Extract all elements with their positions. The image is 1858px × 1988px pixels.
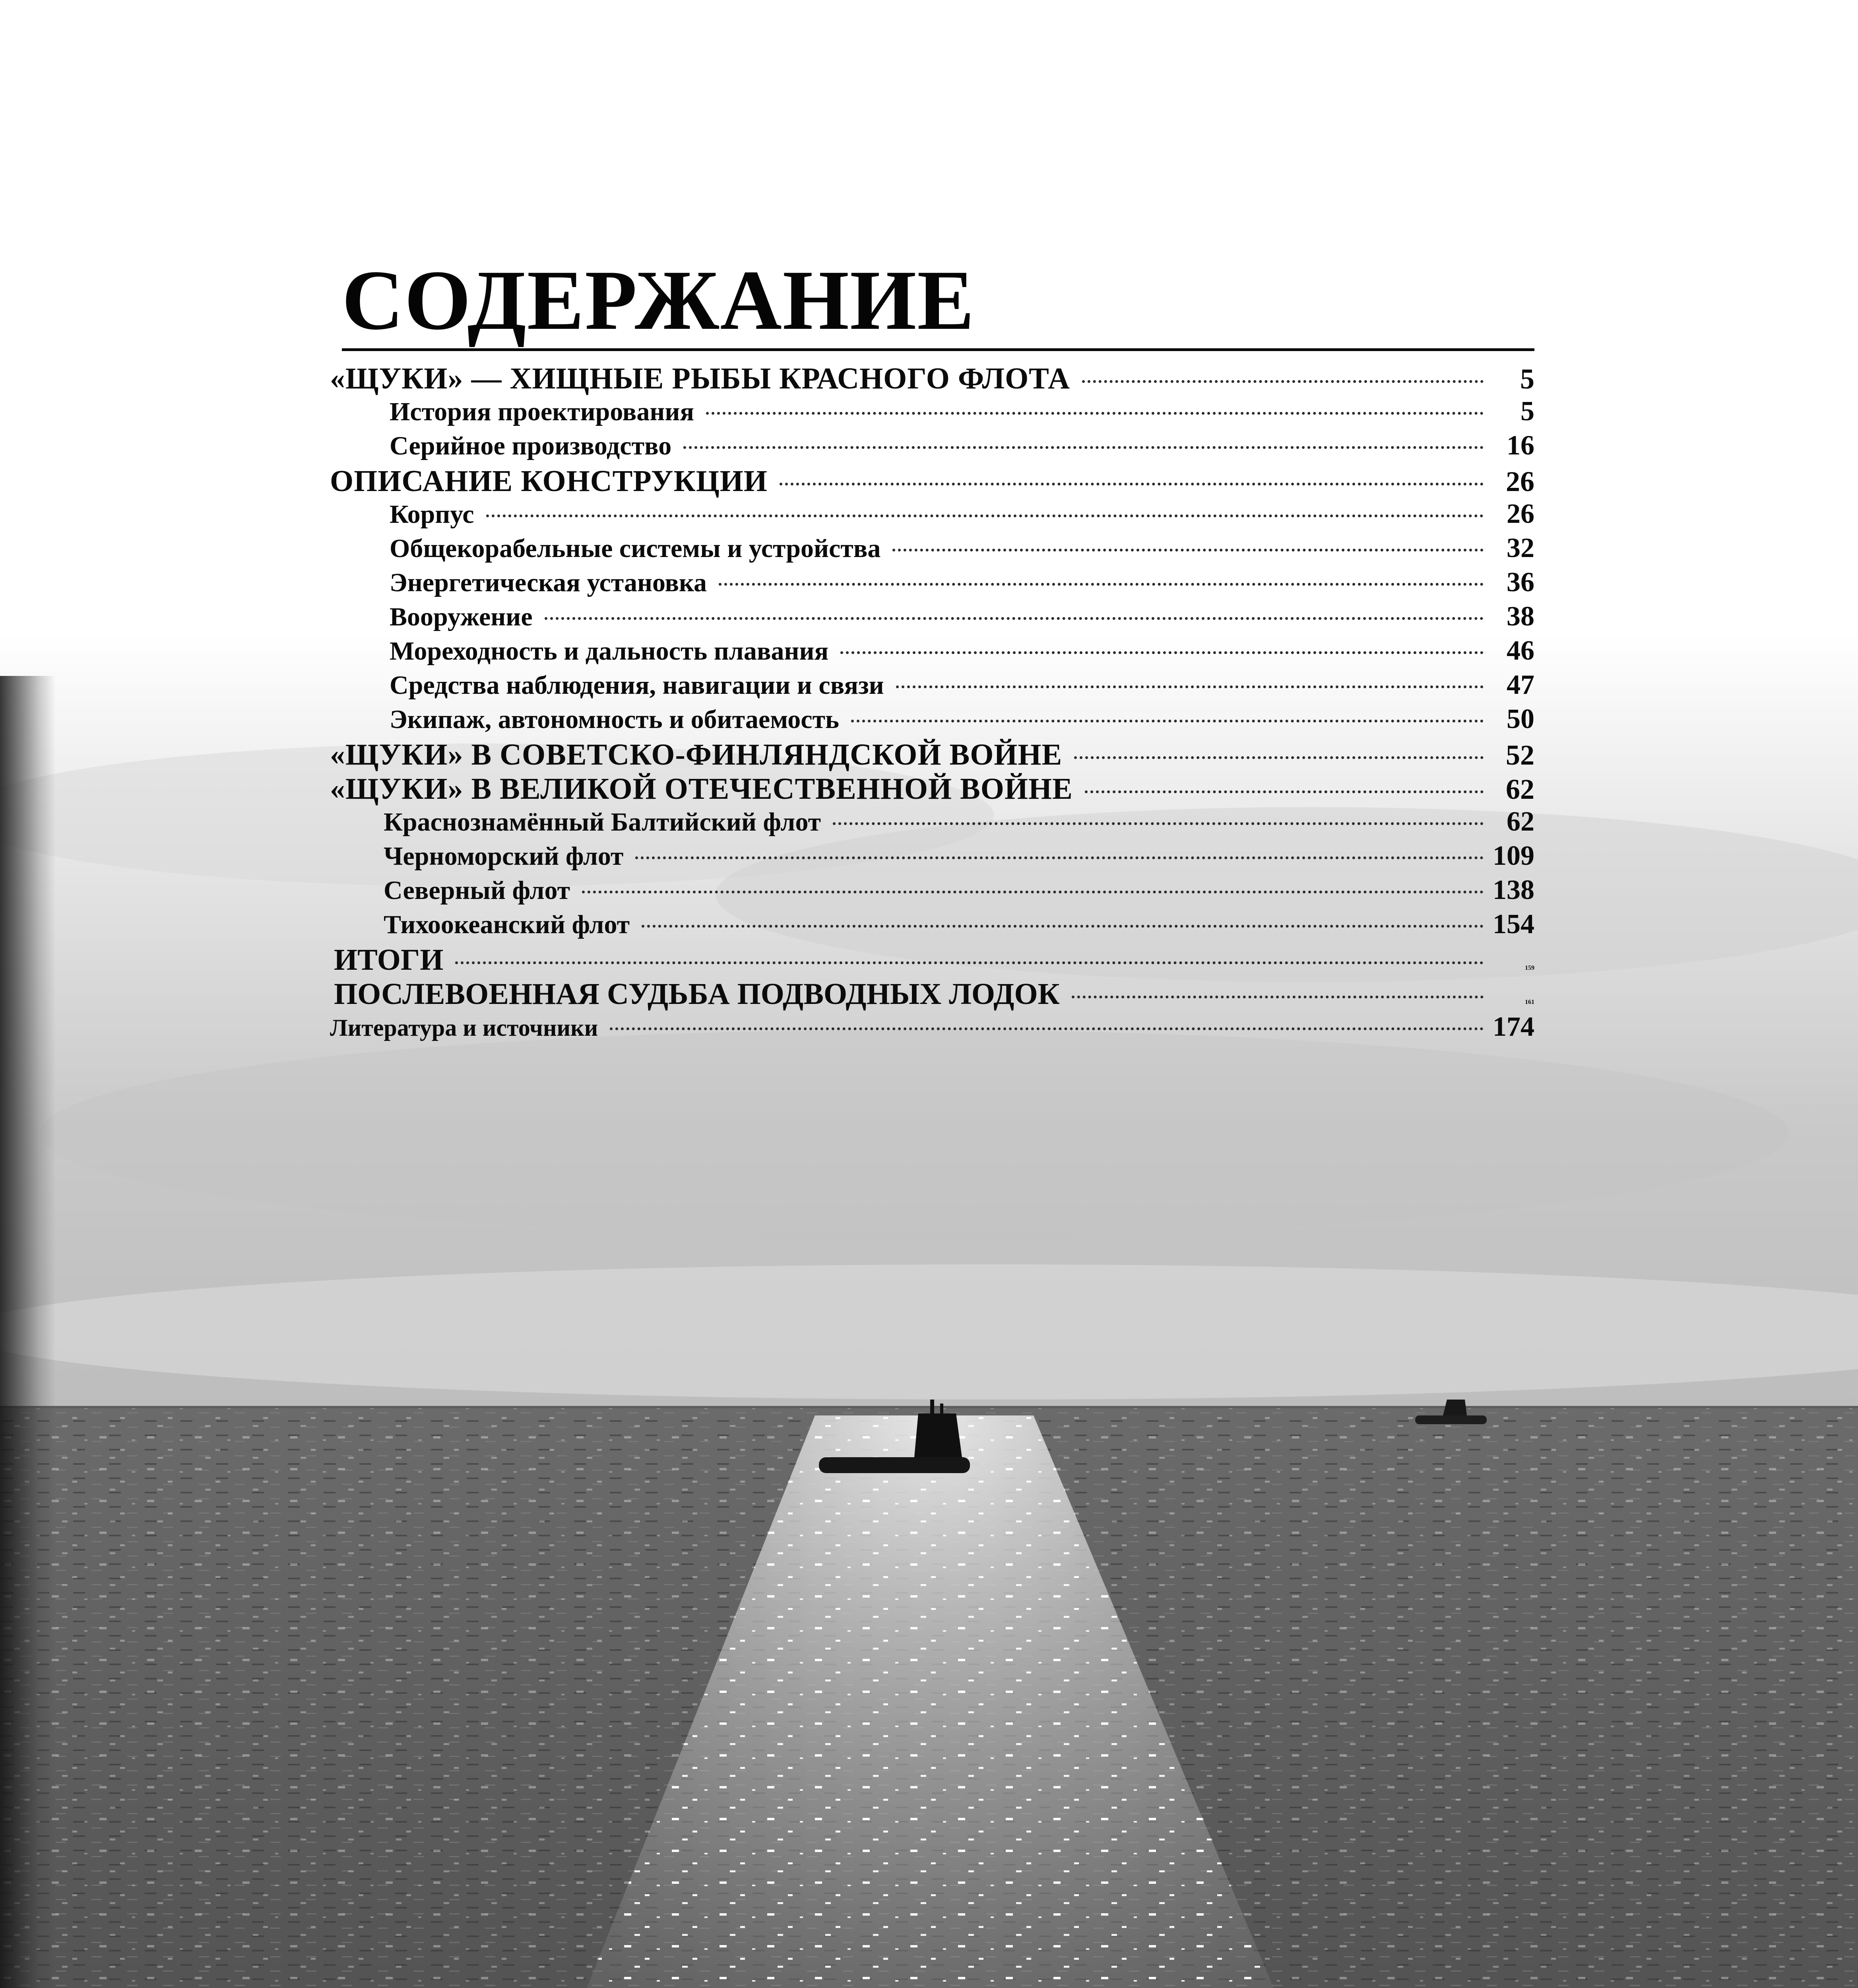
toc-entry[interactable] [330, 635, 1534, 669]
dot-leader [719, 583, 1484, 586]
toc-entry-label: «ЩУКИ» В ВЕЛИКОЙ ОТЕЧЕСТВЕННОЙ ВОЙНЕ [330, 772, 1073, 806]
toc-entry[interactable] [330, 601, 1534, 635]
toc-entry[interactable] [330, 943, 1534, 977]
toc-entry-label: «ЩУКИ» В СОВЕТСКО-ФИНЛЯНДСКОЙ ВОЙНЕ [330, 738, 1063, 771]
title-rule [342, 348, 1534, 351]
toc-entry-page: 36 [1507, 567, 1534, 598]
toc-entry[interactable] [330, 840, 1534, 874]
toc-entry-label: Корпус [390, 500, 474, 529]
dot-leader [780, 483, 1484, 485]
dot-leader [1085, 790, 1484, 793]
toc-entry[interactable] [330, 567, 1534, 601]
toc-entry-page: 38 [1507, 601, 1534, 632]
toc-entry-page: 26 [1506, 466, 1534, 497]
toc-entry-page: 46 [1507, 635, 1534, 666]
toc-entry[interactable] [330, 498, 1534, 532]
toc-entry[interactable] [330, 669, 1534, 703]
toc-entry-page: 32 [1507, 533, 1534, 563]
toc-entry-label: Северный флот [384, 876, 570, 905]
dot-leader [1072, 996, 1484, 998]
toc-entry[interactable] [330, 738, 1534, 772]
toc-entry-page: 62 [1506, 773, 1534, 805]
toc-entry[interactable] [330, 464, 1534, 498]
toc-entry[interactable] [330, 430, 1534, 464]
toc-entry-label: «ЩУКИ» — ХИЩНЫЕ РЫБЫ КРАСНОГО ФЛОТА [330, 362, 1070, 395]
dot-leader [833, 822, 1484, 825]
toc-entry-label: Тихоокеанский флот [384, 910, 630, 939]
dot-leader [1074, 756, 1484, 759]
toc-entry-label: Вооружение [390, 602, 533, 631]
toc-entry-label: ПОСЛЕВОЕННАЯ СУДЬБА ПОДВОДНЫХ ЛОДОК [334, 977, 1060, 1011]
toc-entry-page: 47 [1507, 670, 1534, 700]
toc-entry-label: Литература и источники [330, 1015, 598, 1041]
dot-leader [642, 925, 1484, 928]
dot-leader [851, 720, 1484, 722]
toc-entry-page: 50 [1507, 704, 1534, 734]
toc-entry[interactable] [330, 532, 1534, 567]
toc-entry[interactable] [330, 977, 1534, 1011]
page-title: СОДЕРЖАНИЕ [342, 252, 975, 348]
toc-entry-page: 161 [1525, 999, 1534, 1006]
toc-entry-page: 174 [1493, 1011, 1534, 1042]
toc-entry-page: 109 [1493, 841, 1534, 871]
toc-entry-label: ИТОГИ [334, 943, 444, 977]
dot-leader [582, 891, 1484, 893]
toc-entry[interactable] [330, 396, 1534, 430]
dot-leader [486, 514, 1484, 517]
dot-leader [635, 856, 1484, 859]
toc-entry-page: 62 [1507, 806, 1534, 837]
dot-leader [840, 651, 1484, 654]
dot-leader [892, 549, 1484, 551]
toc-entry-label: История проектирования [390, 397, 694, 426]
toc-entry-label: Средства наблюдения, навигации и связи [390, 671, 884, 700]
toc-entry[interactable] [330, 806, 1534, 840]
toc-entry-page: 159 [1525, 965, 1534, 971]
toc-entry-page: 5 [1520, 363, 1534, 395]
toc-entry[interactable] [330, 772, 1534, 806]
toc-entry[interactable] [330, 361, 1534, 396]
dot-leader [683, 446, 1484, 449]
toc-entry-page: 26 [1507, 499, 1534, 529]
toc-entry[interactable] [330, 703, 1534, 738]
dot-leader [706, 412, 1484, 415]
toc-entry-page: 154 [1493, 909, 1534, 940]
toc-entry[interactable] [330, 874, 1534, 909]
toc-entry-page: 138 [1493, 875, 1534, 905]
toc-entry-page: 16 [1507, 430, 1534, 461]
toc-entry-label: ОПИСАНИЕ КОНСТРУКЦИИ [330, 464, 768, 498]
dot-leader [1082, 380, 1484, 383]
book-gutter [0, 676, 56, 1988]
toc-entry-label: Черноморский флот [384, 842, 624, 871]
toc-entry[interactable] [330, 909, 1534, 943]
toc-entry-page: 52 [1506, 739, 1534, 771]
table-of-contents [330, 254, 1534, 1045]
dot-leader [896, 685, 1484, 688]
toc-entry-label: Энергетическая установка [390, 568, 707, 597]
toc-entry-label: Краснознамённый Балтийский флот [384, 808, 821, 837]
dot-leader [545, 617, 1484, 620]
toc-entry-label: Экипаж, автономность и обитаемость [390, 705, 839, 734]
toc-entry-page: 5 [1521, 396, 1534, 427]
dot-leader [610, 1027, 1484, 1030]
toc-entry-label: Серийное производство [390, 431, 672, 460]
toc-entry-label: Общекорабельные системы и устройства [390, 534, 881, 563]
toc-entry-label: Мореходность и дальность плавания [390, 637, 829, 666]
toc-entry[interactable] [330, 1011, 1534, 1045]
dot-leader [455, 961, 1484, 964]
